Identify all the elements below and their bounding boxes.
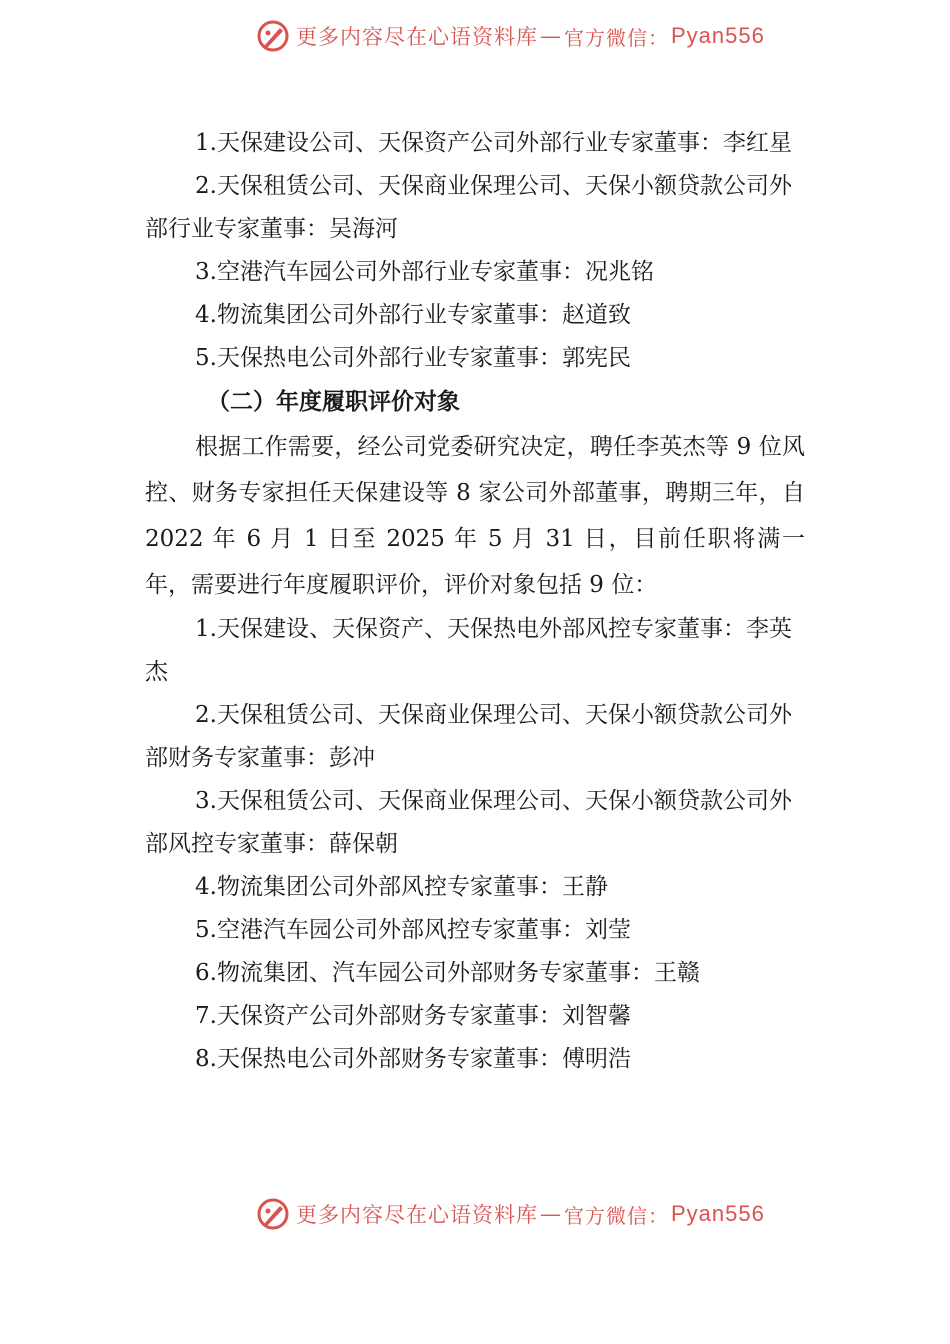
list-item: 4.物流集团公司外部行业专家董事：赵道致 [195, 302, 631, 328]
footer-watermark [256, 1194, 765, 1234]
header-watermark [256, 16, 765, 56]
list-item: 7.天保资产公司外部财务专家董事：刘智馨 [195, 1003, 631, 1029]
watermark-brand-text: 更多内容尽在心语资料库 [296, 25, 538, 49]
pen-logo-icon [256, 19, 290, 53]
watermark-wechat-id: Pyan556 [671, 1201, 765, 1226]
watermark-wechat-id: Pyan556 [671, 23, 765, 48]
list-item: 6.物流集团、汽车园公司外部财务专家董事：王赣 [195, 960, 700, 986]
watermark-separator: — [540, 1202, 562, 1226]
list-item: 4.物流集团公司外部风控专家董事：王静 [195, 874, 608, 900]
list-item: 5.天保热电公司外部行业专家董事：郭宪民 [195, 345, 631, 371]
section-paragraph: 根据工作需要，经公司党委研究决定，聘任李英杰等 9 位风控、财务专家担任天保建设等 8 家公司外部董事，聘期三年，自 2022 年 6 月 1 日至 2025 年 5 月 31 日，目前任职将满一年，需要进行年度履职评价，评价对象包括 9 位： [145, 434, 805, 598]
list-item: 2.天保租赁公司、天保商业保理公司、天保小额贷款公司外部行业专家董事：吴海河 [145, 173, 792, 242]
watermark-label: 官方微信： [564, 25, 669, 50]
pen-logo-icon [256, 1197, 290, 1231]
list-item: 1.天保建设、天保资产、天保热电外部风控专家董事：李英杰 [145, 616, 792, 685]
list-item: 1.天保建设公司、天保资产公司外部行业专家董事：李红星 [195, 130, 792, 156]
list-item: 3.天保租赁公司、天保商业保理公司、天保小额贷款公司外部风控专家董事：薛保朝 [145, 788, 792, 857]
watermark-brand-text: 更多内容尽在心语资料库 [296, 1203, 538, 1227]
list-item: 5.空港汽车园公司外部风控专家董事：刘莹 [195, 917, 631, 943]
list-item: 8.天保热电公司外部财务专家董事：傅明浩 [195, 1046, 631, 1072]
watermark-separator: — [540, 24, 562, 48]
section-heading: （二）年度履职评价对象 [207, 389, 460, 415]
document-body [145, 122, 805, 1081]
list-item: 2.天保租赁公司、天保商业保理公司、天保小额贷款公司外部财务专家董事：彭冲 [145, 702, 792, 771]
watermark-label: 官方微信： [564, 1203, 669, 1228]
list-item: 3.空港汽车园公司外部行业专家董事：况兆铭 [195, 259, 654, 285]
